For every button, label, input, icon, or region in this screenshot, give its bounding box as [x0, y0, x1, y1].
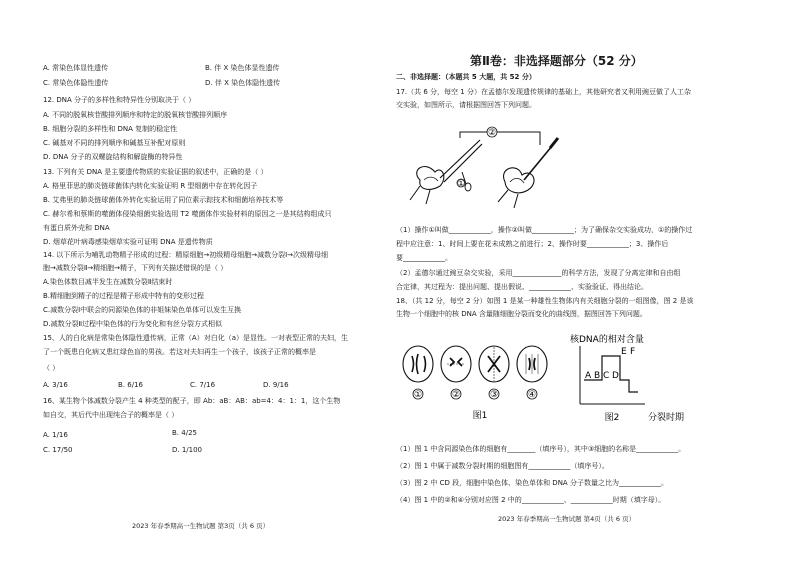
q18-part1: （1）图 1 中含同源染色体的细胞有________（填序号），其中③细胞的名称是____________。: [396, 445, 686, 453]
q11-option-a: A. 常染色体显性遗传: [43, 64, 109, 72]
q12-stem: 12. DNA 分子的多样性和特异性分别取决于（ ）: [43, 96, 196, 104]
q12-option-c: C. 碱基对不同的排列顺序和碱基互补配对原则: [43, 139, 186, 147]
q12-option-d: D. DNA 分子的双螺旋结构和解旋酶的特异性: [43, 153, 183, 161]
q11-option-c: C. 常染色体隐性遗传: [43, 79, 109, 87]
cell-label-4: ④: [527, 390, 537, 400]
cell-2: [441, 346, 471, 382]
right-pea-flower: [504, 168, 534, 193]
q17-part1-line1: （1）操作①叫做____________，操作②叫做____________；为了确保杂交实验成功，①的操作过: [396, 226, 693, 234]
q14-option-a: A.染色体数目减半发生在减数分裂Ⅱ结束时: [43, 278, 173, 286]
q17-stem: 17.（共 6 分，每空 1 分）在孟德尔发现遗传规律的基础上，其他研究者又利用豌豆做了人工杂: [396, 88, 691, 96]
q16-stem-cont: 如自交，其后代中出现纯合子的概率是（ ）: [43, 411, 179, 419]
left-pea-flower: [417, 167, 444, 190]
q15-stem: 15、人的白化病是常染色体隐性遗传病，正常（A）对白化（a）是显性。一对表型正常的夫妇，生: [43, 334, 348, 342]
q13-stem: 13. 下列有关 DNA 是主要遗传物质的实验证据的叙述中，正确的是（ ）: [43, 168, 268, 176]
cell-1: [403, 346, 433, 382]
q18-stem: 18、（共 12 分，每空 2 分）如图 1 是某一种雄性生物体内有关细胞分裂的一组图像，图 2 是该: [396, 297, 694, 305]
q17-label-2: ②: [487, 128, 497, 138]
q13-option-c: C. 赫尔希和蔡斯的噬菌体侵染细菌实验选用 T2 噬菌体作实验材料的原因之一是其结构组成只: [43, 210, 332, 218]
tweezers: [440, 140, 482, 182]
dna-curve: [584, 356, 638, 392]
q18-figure2: [570, 334, 685, 426]
fig2-ylabel: 核DNA的相对含量: [570, 335, 644, 345]
q14-option-b: B.精细胞到精子的过程是精子形成中特有的变形过程: [43, 292, 205, 300]
fig1-caption: 图1: [472, 411, 488, 421]
q17-label-1: ①: [456, 179, 466, 189]
q15-blank: （ ）: [43, 364, 60, 372]
q18-part4: （4）图 1 中的②和④分别对应图 2 中的____________、____________时期（填字母）。: [396, 496, 666, 504]
cell-3: [479, 346, 509, 382]
cell-label-2: ②: [451, 390, 461, 400]
point-D: D: [612, 371, 619, 381]
q17-part1-line2: 程中应注意：1、时间上要在花未成熟之前进行；2、操作时要____________；3、操作后: [396, 240, 669, 248]
q16-option-d: D. 1/100: [172, 446, 203, 454]
q17-part2-line2: 合定律，其过程为：提出问题、提出假说、____________、实验验证、得出结论。: [396, 283, 648, 291]
q12-option-a: A. 不同的脱氧核苷酸排列顺序和特定的脱氧核苷酸排列顺序: [43, 111, 228, 119]
q18-part2: （2）图 1 中属于减数分裂时期的细胞图有____________（填序号）。: [396, 462, 609, 470]
stamen: [465, 183, 471, 191]
cell-4: [517, 346, 547, 382]
q18-part3: （3）图 2 中 CD 段，细胞中染色体、染色单体和 DNA 分子数量之比为____________。: [396, 479, 668, 487]
left-footer: 2023 年春季期高一生物试题 第3页（共 6 页）: [132, 522, 270, 530]
q15-option-b: B. 6/16: [118, 381, 143, 389]
q12-option-b: B. 细胞分裂的多样性和 DNA 复制的稳定性: [43, 125, 178, 133]
point-F: F: [630, 347, 636, 357]
q13-option-b: B. 艾弗里的肺炎链球菌体外转化实验运用了同位素示踪技术和细菌培养技术等: [43, 196, 284, 204]
q15-option-c: C. 7/16: [190, 381, 216, 389]
fig2-xlabel: 分裂时期: [648, 413, 685, 423]
section-subtitle: 二、非选择题：（本题共 5 大题，共 52 分）: [396, 73, 536, 81]
right-footer: 2023 年春季期高一生物试题 第4页（共 6 页）: [498, 515, 636, 523]
q16-option-c: C. 17/50: [43, 446, 73, 454]
brush: [524, 146, 552, 180]
q14-stem-cont: 胞→减数分裂Ⅱ→精细胞→精子，下列有关描述错误的是（ ）: [43, 264, 228, 272]
point-C: C: [603, 371, 610, 381]
cell-label-1: ①: [413, 390, 423, 400]
point-A: A: [585, 371, 592, 381]
q13-option-a: A. 格里菲思的肺炎链球菌体内转化实验证明 R 型细菌中存在转化因子: [43, 182, 258, 190]
cell-label-3: ③: [489, 390, 499, 400]
q14-stem: 14. 以下所示为哺乳动物精子形成的过程：精原细胞→初级精母细胞→减数分裂Ⅰ→次级精母细: [43, 251, 329, 259]
q17-cross-figure: [400, 120, 570, 220]
q14-option-c: C.减数分裂Ⅰ中联会的同源染色体的非姐妹染色单体可以发生互换: [43, 306, 242, 314]
q18-stem-cont: 生物一个细胞中的核 DNA 含量随细胞分裂而变化的曲线图，据图回答下列问题。: [396, 310, 647, 318]
q15-option-a: A. 3/16: [43, 381, 68, 389]
point-B: B: [594, 371, 601, 381]
q13-option-d: D. 烟草花叶病毒感染烟草实验可证明 DNA 是遗传物质: [43, 238, 213, 246]
q17-arrow-2: [460, 132, 540, 145]
q16-option-a: A. 1/16: [43, 431, 68, 439]
q14-option-d: D.减数分裂Ⅱ过程中染色体的行为变化和有丝分裂方式相似: [43, 320, 223, 328]
q17-stem-cont: 交实验，如图所示，请根据图回答下列问题。: [396, 101, 536, 109]
q17-part1-line3: 要____________。: [396, 254, 452, 262]
fig2-caption: 图2: [604, 413, 620, 423]
q16-stem: 16、某生物个体减数分裂产生 4 种类型的配子，即 Ab：aB：AB：ab=4：4：1：1，这个生物: [43, 397, 341, 405]
q17-part2-line1: （2）孟德尔通过豌豆杂交实验，采用______________的科学方法，发现了分离定律和自由组: [396, 269, 681, 277]
q15-stem-cont: 了一个既患白化病又患红绿色盲的男孩。若这对夫妇再生一个孩子，该孩子正常的概率是: [43, 348, 316, 356]
section-title: 第Ⅱ卷：非选择题部分（52 分）: [470, 54, 643, 68]
q15-option-d: D. 9/16: [263, 381, 289, 389]
q11-option-b: B. 伴 X 染色体显性遗传: [205, 64, 280, 72]
q16-option-b: B. 4/25: [172, 429, 197, 437]
q13-option-c-cont: 有蛋白质外壳和 DNA: [43, 224, 110, 232]
q11-option-d: D. 伴 X 染色体隐性遗传: [205, 79, 281, 87]
q18-figure1: [400, 342, 550, 422]
point-E: E: [621, 347, 627, 357]
